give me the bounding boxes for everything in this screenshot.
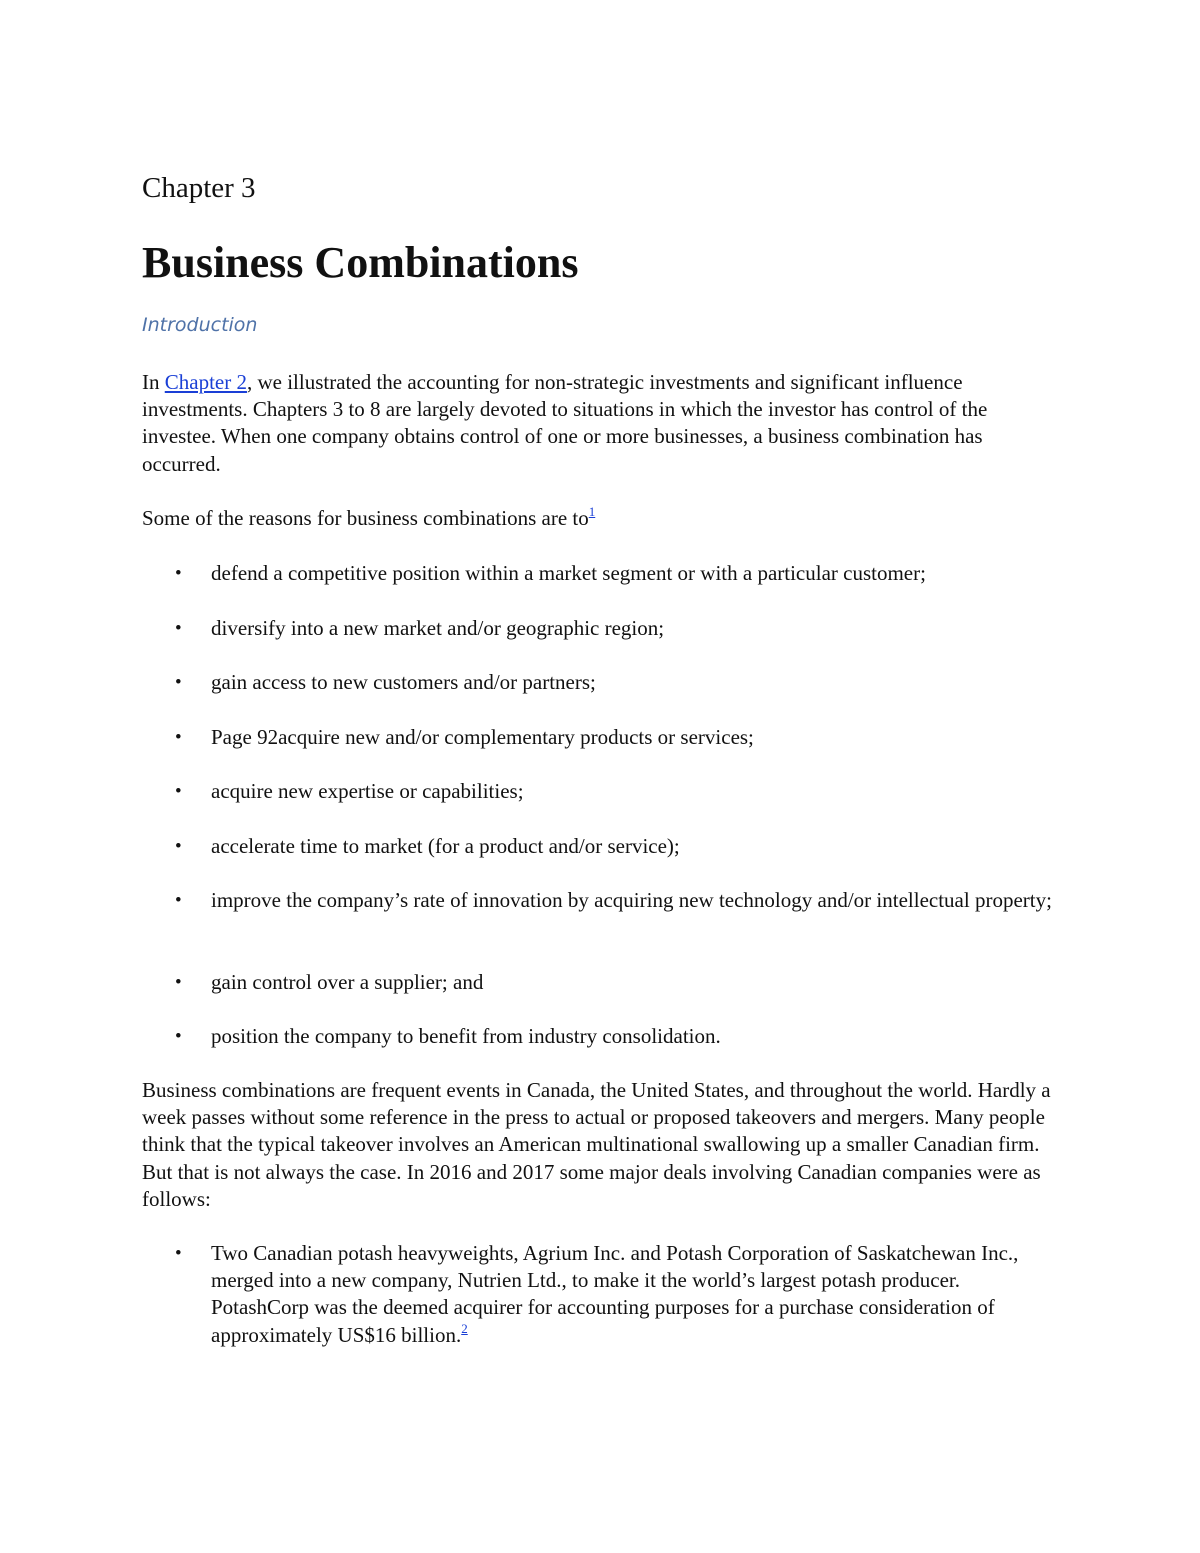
list-item: • improve the company’s rate of innovation by acquiring new technology and/or intellectual property; xyxy=(142,887,1062,914)
bullet-icon: • xyxy=(175,972,182,993)
bullet-icon: • xyxy=(175,836,182,857)
intro-post-link: , we illustrated the accounting for non-strategic investments and significant influence investments. Chapters 3 to 8 are largely devoted to situations in which the investor has control of the investee. When one company obtains control of one or more businesses, a business combination has occurred. xyxy=(142,370,988,476)
bullet-icon: • xyxy=(175,890,182,911)
list-item: • position the company to benefit from industry consolidation. xyxy=(142,1023,1062,1050)
intro-pre-link: In xyxy=(142,370,165,394)
bullet-icon: • xyxy=(175,672,182,693)
chapter-2-link[interactable]: Chapter 2 xyxy=(164,370,247,394)
reasons-lead-text: Some of the reasons for business combinations are to xyxy=(142,506,589,530)
list-item xyxy=(142,1240,1062,1349)
intro-paragraph xyxy=(142,369,1062,478)
bullet-icon: • xyxy=(175,618,182,639)
bullet-icon: • xyxy=(175,563,182,584)
footnote-link-1[interactable]: 1 xyxy=(588,504,596,519)
list-item: • diversify into a new market and/or geographic region; xyxy=(142,615,1062,642)
deal-text: Two Canadian potash heavyweights, Agrium Inc. and Potash Corporation of Saskatchewan Inc., merged into a new company, Nutrien Ltd., to make it the world’s largest potash producer. PotashCorp was the deemed acquirer for accounting purposes for a purchase consideration of approximately US$16 billion. xyxy=(211,1241,1019,1347)
list-item: • Page 92acquire new and/or complementary products or services; xyxy=(142,724,1062,751)
list-item: • acquire new expertise or capabilities; xyxy=(142,778,1062,805)
bullet-icon: • xyxy=(175,727,182,748)
bullet-icon: • xyxy=(175,1243,182,1264)
frequency-paragraph: Business combinations are frequent events in Canada, the United States, and throughout the world. Hardly a week passes without some reference in the press to actual or proposed takeovers and mergers. Many people think that the typical takeover involves an American multinational swallowing up a smaller Canadian firm. But that is not always the case. In 2016 and 2017 some major deals involving Canadian companies were as follows: xyxy=(142,1078,1051,1211)
footnote-ref-2 xyxy=(461,1321,468,1336)
chapter-label: Chapter 3 xyxy=(142,172,256,204)
list-item: • gain control over a supplier; and xyxy=(142,969,1062,996)
chapter-title: Business Combinations xyxy=(142,238,579,287)
reasons-lead-paragraph xyxy=(142,505,1062,532)
list-item: • defend a competitive position within a market segment or with a particular customer; xyxy=(142,560,1062,587)
list-item: • accelerate time to market (for a product and/or service); xyxy=(142,833,1062,860)
list-item: • gain access to new customers and/or partners; xyxy=(142,669,1062,696)
footnote-link-2[interactable]: 2 xyxy=(461,1320,468,1336)
bullet-icon: • xyxy=(175,781,182,802)
section-heading-introduction: Introduction xyxy=(142,314,258,336)
footnote-ref-1 xyxy=(589,504,596,519)
bullet-icon: • xyxy=(175,1026,182,1047)
